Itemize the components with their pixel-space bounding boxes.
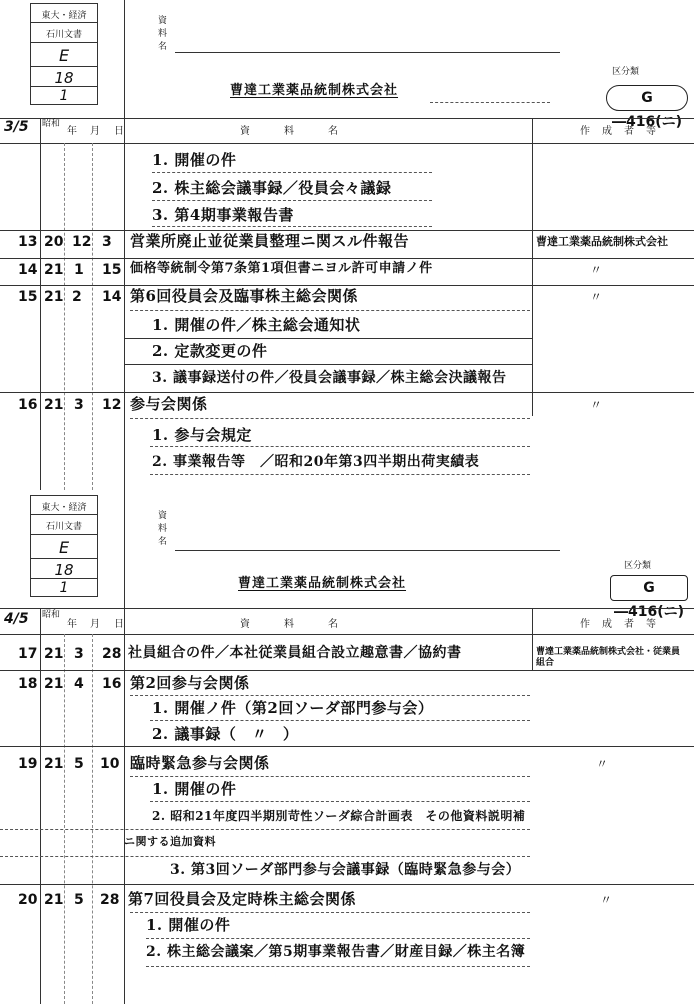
archive-stamp-bottom bbox=[30, 495, 98, 597]
record-title: 第7回役員会及定時株主総会関係 bbox=[128, 890, 356, 908]
record-title: 1. 開催の件 bbox=[152, 780, 237, 798]
shiryomei-label-2: 料 bbox=[158, 29, 168, 39]
record-creator: 曹達工業薬品統制株式会社 bbox=[536, 235, 668, 248]
record-day: 15 bbox=[102, 262, 122, 278]
shiryomei-label-3: 名 bbox=[158, 537, 168, 547]
header-day: 日 bbox=[114, 619, 125, 630]
record-title: 1. 開催の件 bbox=[152, 151, 237, 169]
stamp-code-sub: 1 bbox=[59, 580, 69, 596]
stamp-code-number: 18 bbox=[54, 69, 74, 87]
archive-stamp-top bbox=[30, 3, 98, 105]
header-month: 月 bbox=[90, 619, 101, 630]
stamp-collection: 石川文書 bbox=[45, 30, 82, 40]
record-month: 5 bbox=[74, 892, 84, 908]
record-title: 3. 議事録送付の件／役員会議事録／株主総会決議報告 bbox=[152, 370, 507, 386]
shiryomei-label-1: 資 bbox=[158, 16, 168, 26]
record-number: 20 bbox=[18, 892, 38, 908]
record-title: 1. 開催の件／株主総会通知状 bbox=[152, 316, 361, 334]
page-fraction: 3/5 bbox=[4, 119, 29, 135]
record-year: 21 bbox=[44, 646, 64, 662]
record-year: 21 bbox=[44, 289, 64, 305]
header-year: 年 bbox=[67, 126, 78, 137]
stamp-code-letter: E bbox=[58, 46, 70, 65]
classification-code: G ―416(ニ) bbox=[606, 85, 688, 111]
record-year: 21 bbox=[44, 756, 64, 772]
record-month: 4 bbox=[74, 676, 84, 692]
header-material: 資 料 名 bbox=[240, 619, 350, 630]
record-number: 14 bbox=[18, 262, 38, 278]
document-title: 曹達工業薬品統制株式会社 bbox=[230, 83, 399, 98]
record-number: 15 bbox=[18, 289, 38, 305]
record-creator: 〃 bbox=[590, 263, 603, 277]
header-creator: 作 成 者 等 bbox=[580, 126, 657, 137]
record-year: 21 bbox=[44, 397, 64, 413]
record-day: 28 bbox=[100, 892, 120, 908]
record-day: 3 bbox=[102, 234, 112, 250]
record-title: 臨時緊急参与会関係 bbox=[130, 754, 270, 772]
record-day: 28 bbox=[102, 646, 122, 662]
record-month: 2 bbox=[72, 289, 82, 305]
record-title: 3. 第3回ソーダ部門参与会議事録（臨時緊急参与会） bbox=[170, 862, 521, 878]
document-title: 曹達工業薬品統制株式会社 bbox=[238, 576, 407, 591]
record-year: 20 bbox=[44, 234, 64, 250]
stamp-code-sub: 1 bbox=[59, 88, 69, 104]
shiryomei-label-2: 料 bbox=[158, 524, 168, 534]
record-title: 2. 株主総会議案／第5期事業報告書／財産目録／株主名簿 bbox=[146, 944, 526, 960]
record-title: 2. 株主総会議事録／役員会々議録 bbox=[152, 179, 392, 197]
record-day: 10 bbox=[100, 756, 120, 772]
record-title: 第6回役員会及臨事株主総会関係 bbox=[130, 287, 358, 305]
header-era: 昭和 bbox=[42, 610, 61, 620]
record-title: 2. 議事録（ 〃 ） bbox=[152, 725, 299, 743]
stamp-code-letter: E bbox=[58, 538, 70, 557]
record-month: 12 bbox=[72, 234, 92, 250]
record-creator: 〃 bbox=[596, 757, 609, 771]
record-number: 18 bbox=[18, 676, 38, 692]
classification-code: G ―416(ニ) bbox=[610, 575, 688, 601]
record-title: 1. 開催ノ件（第2回ソーダ部門参与会） bbox=[152, 699, 434, 717]
record-number: 13 bbox=[18, 234, 38, 250]
record-number: 19 bbox=[18, 756, 38, 772]
classification-label: 区分類 bbox=[612, 67, 640, 77]
header-day: 日 bbox=[114, 126, 125, 137]
record-title: 3. 第4期事業報告書 bbox=[152, 206, 294, 224]
record-creator: 〃 bbox=[600, 893, 613, 907]
header-era: 昭和 bbox=[42, 119, 61, 129]
header-month: 月 bbox=[90, 126, 101, 137]
record-title: 価格等統制令第7条第1項但書ニヨル許可申請ノ件 bbox=[130, 261, 433, 276]
header-creator: 作 成 者 等 bbox=[580, 619, 657, 630]
stamp-collection: 石川文書 bbox=[45, 522, 82, 532]
shiryomei-label-1: 資 bbox=[158, 511, 168, 521]
record-day: 14 bbox=[102, 289, 122, 305]
record-year: 21 bbox=[44, 676, 64, 692]
stamp-institution: 東大・経済 bbox=[41, 11, 87, 21]
classification-label: 区分類 bbox=[624, 561, 652, 571]
stamp-code-number: 18 bbox=[54, 561, 74, 579]
record-title: 2. 昭和21年度四半期別苛性ソーダ綜合計画表 その他資料説明補 bbox=[152, 809, 526, 823]
record-creator: 〃 bbox=[590, 290, 603, 304]
stamp-institution: 東大・経済 bbox=[41, 503, 87, 513]
header-material: 資 料 名 bbox=[240, 126, 350, 137]
record-month: 5 bbox=[74, 756, 84, 772]
record-title: 1. 開催の件 bbox=[146, 916, 231, 934]
record-number: 17 bbox=[18, 646, 38, 662]
page-fraction: 4/5 bbox=[4, 611, 29, 627]
record-number: 16 bbox=[18, 397, 38, 413]
record-creator: 曹達工業薬品統制株式会社・従業員組合 bbox=[536, 647, 681, 668]
header-year: 年 bbox=[67, 619, 78, 630]
record-month: 1 bbox=[74, 262, 84, 278]
record-title: 社員組合の件／本社従業員組合設立趣意書／協約書 bbox=[128, 645, 462, 661]
record-title: 営業所廃止並従業員整理ニ関スル件報告 bbox=[130, 232, 410, 250]
record-year: 21 bbox=[44, 892, 64, 908]
record-title: 2. 事業報告等 ／昭和20年第3四半期出荷実績表 bbox=[152, 454, 480, 470]
record-title: ニ関する追加資料 bbox=[124, 835, 216, 848]
record-title: 第2回参与会関係 bbox=[130, 674, 250, 692]
record-creator: 〃 bbox=[590, 398, 603, 412]
record-month: 3 bbox=[74, 397, 84, 413]
shiryomei-label-3: 名 bbox=[158, 42, 168, 52]
record-day: 12 bbox=[102, 397, 122, 413]
record-title: 参与会関係 bbox=[130, 395, 208, 413]
record-year: 21 bbox=[44, 262, 64, 278]
record-title: 1. 参与会規定 bbox=[152, 426, 252, 444]
record-title: 2. 定款変更の件 bbox=[152, 342, 268, 360]
record-month: 3 bbox=[74, 646, 84, 662]
record-day: 16 bbox=[102, 676, 122, 692]
